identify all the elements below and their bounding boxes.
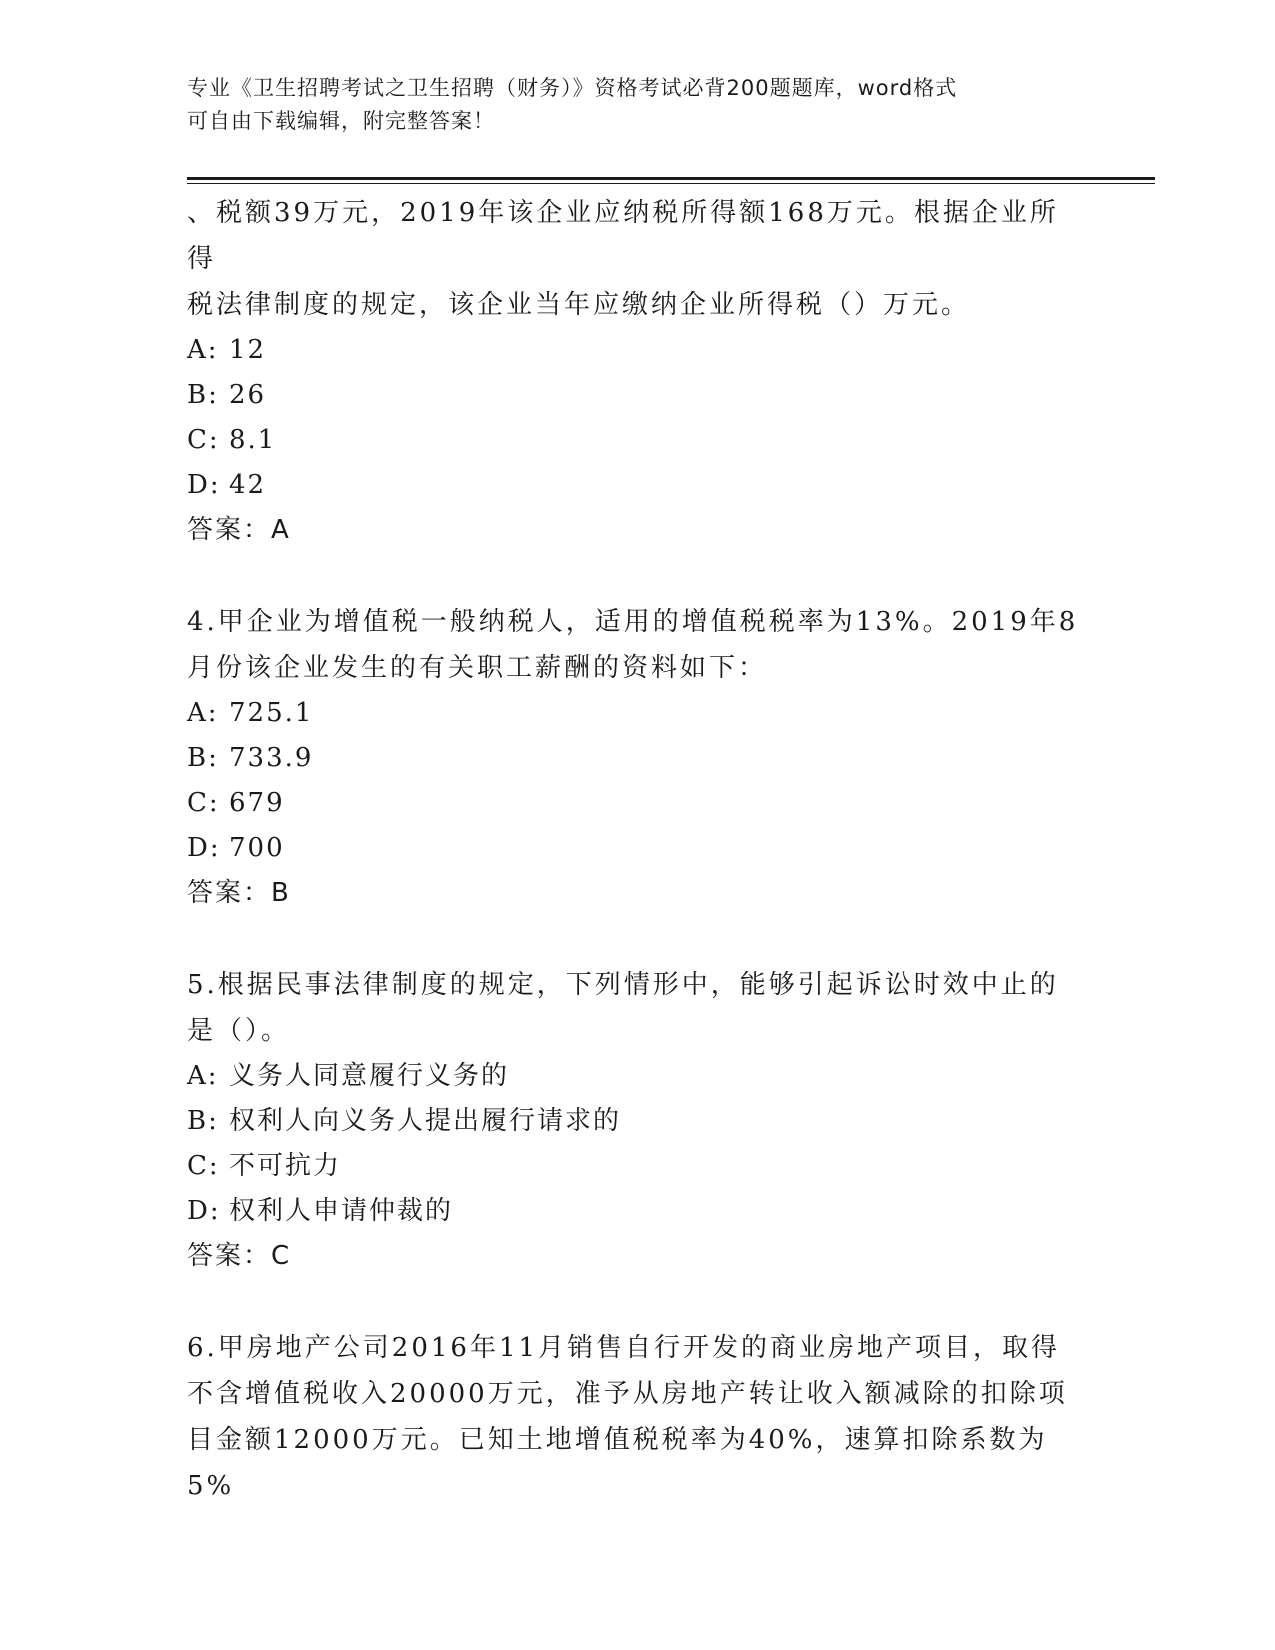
question-stem-line: 不含增值税收入20000万元，准予从房地产转让收入额减除的扣除项 — [187, 1379, 1068, 1409]
question-stem-line: 4.甲企业为增值税一般纳税人，适用的增值税税率为13%。2019年8 — [187, 607, 1079, 637]
option-key: D: — [187, 470, 221, 500]
option-d — [187, 463, 1087, 508]
header-line-2: 可自由下载编辑，附完整答案！ — [187, 109, 495, 133]
option-text: 679 — [229, 788, 285, 818]
question-3 — [187, 190, 1087, 553]
option-text: 12 — [229, 335, 267, 365]
option-key: A: — [187, 698, 219, 728]
option-key: D: — [187, 833, 221, 863]
option-key: B: — [187, 380, 219, 410]
option-text: 不可抗力 — [229, 1151, 342, 1181]
question-6 — [187, 1325, 1087, 1509]
question-5 — [187, 962, 1087, 1279]
option-text: 733.9 — [229, 743, 314, 773]
option-key: C: — [187, 788, 220, 818]
header-line-1: 专业《卫生招聘考试之卫生招聘（财务）》资格考试必背200题题库，word格式 — [187, 76, 958, 100]
option-b — [187, 373, 1087, 418]
option-key: A: — [187, 1061, 219, 1091]
question-stem-line: 是（）。 — [187, 1016, 291, 1046]
option-text: 700 — [229, 833, 285, 863]
option-text: 42 — [229, 470, 267, 500]
option-c — [187, 781, 1087, 826]
option-b — [187, 1099, 1087, 1144]
option-key: C: — [187, 1151, 220, 1181]
question-stem-line: 月份该企业发生的有关职工薪酬的资料如下： — [187, 653, 768, 683]
option-key: B: — [187, 743, 219, 773]
question-list — [187, 190, 1087, 1509]
option-key: B: — [187, 1106, 219, 1136]
option-c — [187, 1144, 1087, 1189]
option-a — [187, 691, 1087, 736]
option-text: 义务人同意履行义务的 — [229, 1061, 510, 1091]
header-rule-thick — [187, 177, 1155, 180]
header-rule-thin — [187, 183, 1155, 184]
option-a — [187, 1054, 1087, 1099]
option-b — [187, 736, 1087, 781]
answer-line: 答案：B — [187, 878, 291, 908]
option-d — [187, 1189, 1087, 1234]
question-stem-line: 6.甲房地产公司2016年11月销售自行开发的商业房地产项目，取得 — [187, 1333, 1061, 1363]
answer-line: 答案：A — [187, 515, 291, 545]
option-text: 26 — [229, 380, 267, 410]
question-stem-line: 、税额39万元，2019年该企业应纳税所得额168万元。根据企业所得 — [187, 198, 1059, 274]
question-stem-line: 5.根据民事法律制度的规定，下列情形中，能够引起诉讼时效中止的 — [187, 970, 1059, 1000]
option-c — [187, 418, 1087, 463]
option-text: 8.1 — [229, 425, 277, 455]
question-stem-line: 税法律制度的规定，该企业当年应缴纳企业所得税（）万元。 — [187, 290, 971, 320]
option-key: C: — [187, 425, 220, 455]
option-key: A: — [187, 335, 219, 365]
document-header — [187, 72, 1067, 138]
option-text: 权利人向义务人提出履行请求的 — [229, 1106, 622, 1136]
option-text: 725.1 — [229, 698, 314, 728]
option-a — [187, 328, 1087, 373]
question-stem-line: 目金额12000万元。已知土地增值税税率为40%，速算扣除系数为5% — [187, 1425, 1048, 1501]
option-d — [187, 826, 1087, 871]
answer-line: 答案：C — [187, 1241, 292, 1271]
option-text: 权利人申请仲裁的 — [229, 1196, 454, 1226]
question-4 — [187, 599, 1087, 916]
option-key: D: — [187, 1196, 221, 1226]
